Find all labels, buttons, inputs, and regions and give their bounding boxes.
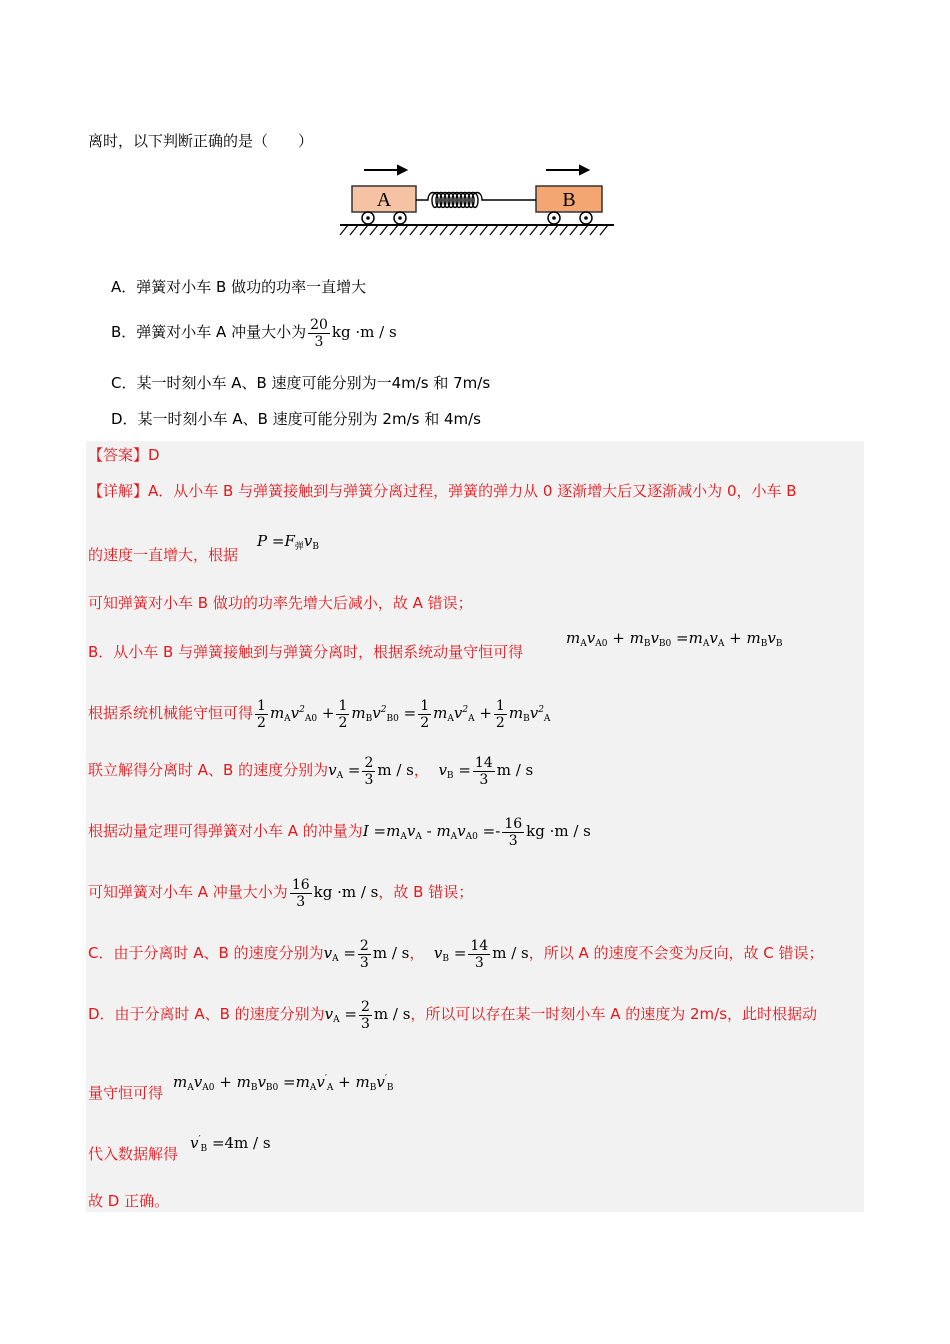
- cart-spring-figure: [336, 160, 618, 240]
- eq-momentum: $m_Av_{A0} + m_Bv_{B0} =m_Av_A + m_Bv_B$: [566, 629, 783, 649]
- spring: [416, 193, 536, 208]
- explain-line-2: 的速度一直增大，根据: [88, 546, 239, 564]
- option-a: A．弹簧对小车 B 做功的功率一直增大: [111, 278, 367, 296]
- explain-line-12: 代入数据解得: [88, 1145, 179, 1163]
- explain-line-1: 【详解】A．从小车 B 与弹簧接触到与弹簧分离过程，弹簧的弹力从 0 逐渐增大后又逐渐减小为 0，小车 B: [88, 482, 797, 500]
- explain-line-10: D．由于分离时 A、B 的速度分别为$v_A$ = $\frac{2}{3}$ m / s，所以可以存在某一时刻小车 A 的速度为 2m/s，此时根据动: [88, 998, 818, 1032]
- cart-a-label: A: [376, 189, 392, 211]
- explain-line-13: 故 D 正确。: [88, 1192, 170, 1210]
- explain-line-7: 根据动量定理可得弹簧对小车 A 的冲量为$I =m_Av_A - m_Av_{A0}$ =- $\frac{16}{3}$ kg ·m / s: [88, 815, 591, 849]
- eq-result: $v'_B =4m / s$: [190, 1134, 271, 1154]
- option-d: D．某一时刻小车 A、B 速度可能分别为 2m/s 和 4m/s: [111, 410, 481, 428]
- cart-b-label: B: [562, 189, 576, 211]
- explain-line-11: 量守恒可得: [88, 1084, 164, 1102]
- explain-line-4: B．从小车 B 与弹簧接触到与弹簧分离时，根据系统动量守恒可得: [88, 643, 524, 661]
- option-c: C．某一时刻小车 A、B 速度可能分别为一4m/s 和 7m/s: [111, 374, 491, 392]
- eq-momentum-prime: $m_Av_{A0} + m_Bv_{B0} =m_Av'_A + m_Bv'_B$: [173, 1073, 394, 1093]
- explain-line-5: 根据系统机械能守恒可得 $\frac{1}{2}$ $m_Av^2_{A0}$ + $\frac{1}{2}$ $m_Bv^2_{B0}$ = $\frac{1}{2}$ $m_Av^2_A$ + $\frac{1}{2}$ $m_Bv^2_A$: [88, 697, 551, 731]
- option-b: B．弹簧对小车 A 冲量大小为 $\frac{20}{3}$ kg ·m / s: [111, 316, 397, 350]
- wheels: [362, 212, 592, 224]
- explain-line-9: C．由于分离时 A、B 的速度分别为$v_A$ = $\frac{2}{3}$ m / s， $v_B$ = $\frac{14}{3}$ m / s，所以 A 的速度不会变为反向，故 C 错误；: [88, 937, 824, 971]
- explain-line-8: 可知弹簧对小车 A 冲量大小为 $\frac{16}{3}$ kg ·m / s，故 B 错误；: [88, 876, 474, 910]
- explain-line-3: 可知弹簧对小车 B 做功的功率先增大后减小，故 A 错误；: [88, 594, 473, 612]
- velocity-arrows: [364, 166, 588, 174]
- answer-label: 【答案】D: [88, 446, 160, 464]
- eq-power: $P =F_弹v_B$: [257, 532, 319, 552]
- explain-line-6: 联立解得分离时 A、B 的速度分别为$v_A$ = $\frac{2}{3}$ m / s， $v_B$ = $\frac{14}{3}$ m / s: [88, 754, 534, 788]
- question-stem: 离时，以下判断正确的是（ ）: [88, 132, 314, 150]
